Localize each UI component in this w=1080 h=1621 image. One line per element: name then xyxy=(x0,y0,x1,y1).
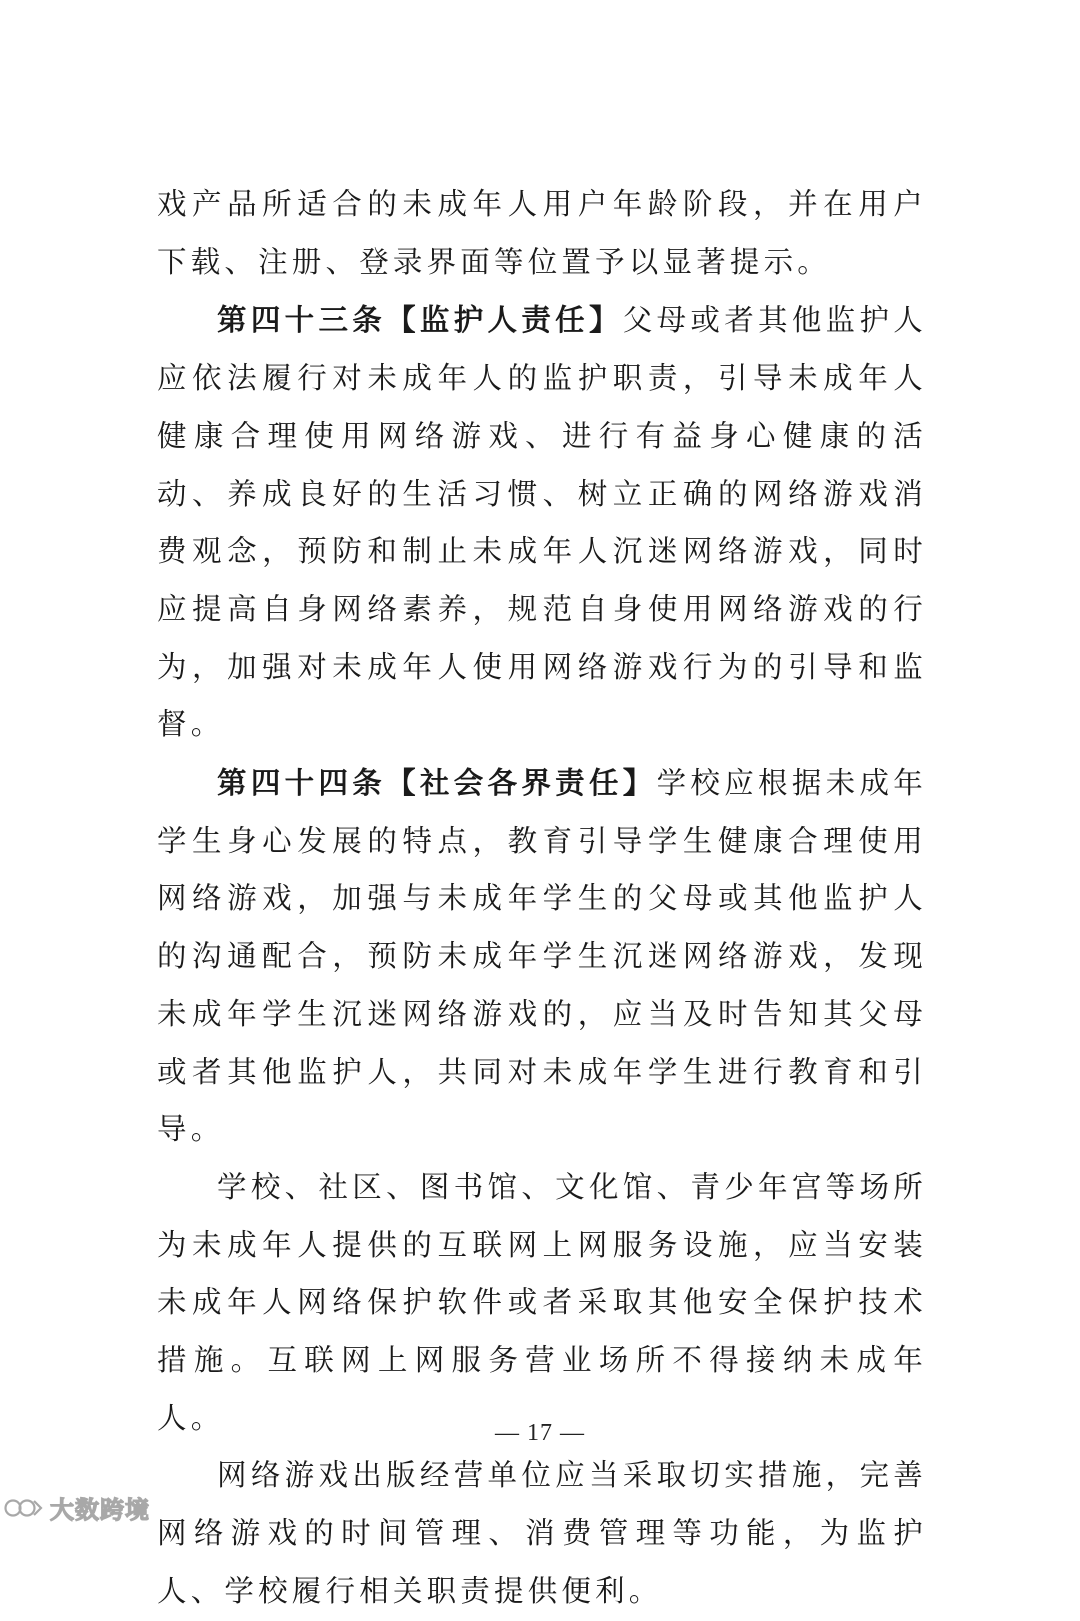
article-heading: 第四十三条【监护人责任】 xyxy=(217,302,623,338)
document-body xyxy=(157,176,927,1621)
page-number: — 17 — xyxy=(495,1420,585,1446)
paragraph-article-44 xyxy=(157,754,927,1159)
paragraph-text: 戏产品所适合的未成年人用户年龄阶段，并在用户下载、注册、登录界面等位置予以显著提示。 xyxy=(157,187,927,279)
paragraph-text: 网络游戏出版经营单位应当采取切实措施，完善网络游戏的时间管理、消费管理等功能，为监护人、学校履行相关职责提供便利。 xyxy=(157,1458,927,1608)
paragraph-text: 学校、社区、图书馆、文化馆、青少年宫等场所为未成年人提供的互联网上网服务设施，应当安装未成年人网络保护软件或者采取其他安全保护技术措施。互联网上网服务营业场所不得接纳未成年人。 xyxy=(157,1169,927,1435)
article-heading: 第四十四条【社会各界责任】 xyxy=(217,765,657,801)
cross-border-logo-icon xyxy=(4,1495,44,1521)
watermark-text: 大数跨境 xyxy=(50,1496,150,1524)
paragraph-continued xyxy=(157,176,927,291)
paragraph-article-43 xyxy=(157,291,927,754)
paragraph-text: 学校应根据未成年学生身心发展的特点，教育引导学生健康合理使用网络游戏，加强与未成年学生的父母或其他监护人的沟通配合，预防未成年学生沉迷网络游戏，发现未成年学生沉迷网络游戏的，应当及时告知其父母或者其他监护人，共同对未成年学生进行教育和引导。 xyxy=(157,766,927,1147)
paragraph-text: 父母或者其他监护人应依法履行对未成年人的监护职责，引导未成年人健康合理使用网络游戏、进行有益身心健康的活动、养成良好的生活习惯、树立正确的网络游戏消费观念，预防和制止未成年人沉迷网络游戏，同时应提高自身网络素养，规范自身使用网络游戏的行为，加强对未成年人使用网络游戏行为的引导和监督。 xyxy=(157,303,927,742)
watermark xyxy=(4,1490,150,1525)
paragraph-venues xyxy=(157,1159,927,1448)
paragraph-publishers xyxy=(157,1447,927,1620)
